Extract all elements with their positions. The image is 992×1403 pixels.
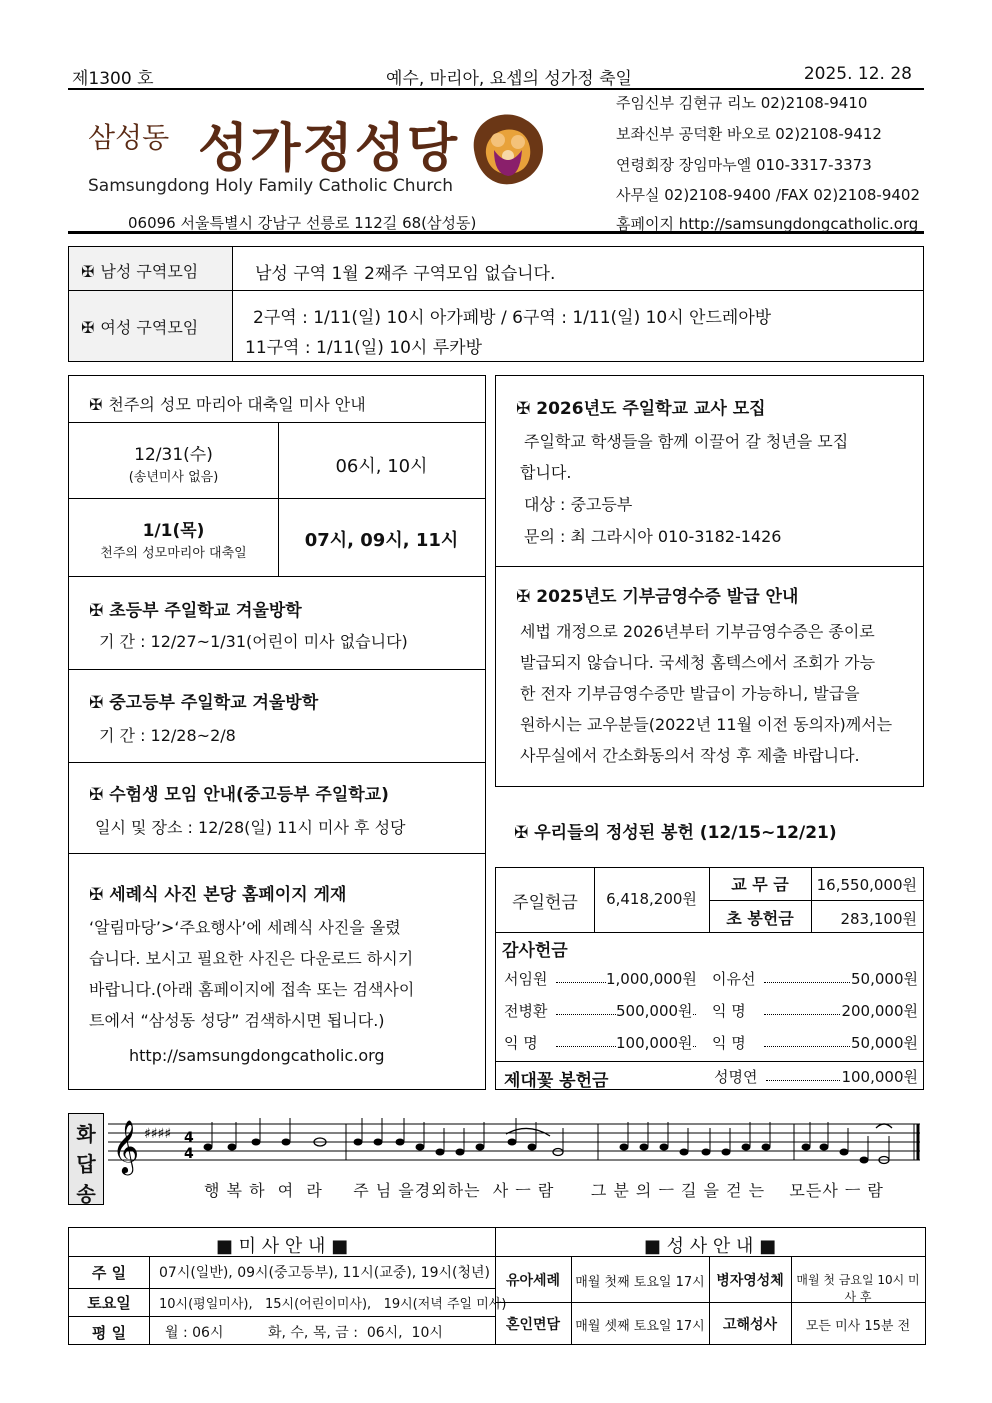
gyomu-value: 16,550,000원 [816,876,917,894]
receipt-title: ✠ 2025년도 기부금영수증 발급 안내 [516,587,799,607]
mid-vacation-title: ✠ 중고등부 주일학교 겨울방학 [89,693,319,713]
female-meeting-line1: 2구역 : 1/11(일) 10시 아가페방 / 6구역 : 1/11(일) 10시 안드레아방 [253,308,772,328]
teacher-line1: 주일학교 학생들을 함께 이끌어 갈 청년을 모집 [524,432,849,451]
contact-pastor: 주임신부 김현규 리노 02)2108-9410 [616,94,868,112]
mass-sunday-label: 주 일 [91,1264,127,1282]
receipt-line2: 발급되지 않습니다. 국세청 홈텍스에서 조회가 가능 [520,653,876,672]
hymn-label-box: 화 답 송 [68,1113,104,1205]
music-staff [108,1112,924,1176]
right-column [495,375,924,787]
mass-row1-note: (송년미사 없음) [128,470,219,485]
issue-date: 2025. 12. 28 [803,64,912,84]
logo-english: Samsungdong Holy Family Catholic Church [88,176,454,196]
chobong-label: 초 봉헌금 [726,909,794,928]
mass-info-title: ■ 미 사 안 내 ■ [215,1236,349,1257]
elem-vacation-title: ✠ 초등부 주일학교 겨울방학 [89,601,302,621]
contact-office: 사무실 02)2108-9400 /FAX 02)2108-9402 [616,186,921,204]
contact-funeral: 연령회장 장임마누엘 010-3317-3373 [616,156,872,174]
mass-row1-date: 12/31(수) [134,445,213,465]
receipt-line4: 원하시는 교우분들(2022년 11월 이전 동의자)께서는 [520,715,893,734]
baptism-photo-title: ✠ 세례식 사진 본당 홈페이지 게재 [89,885,347,905]
homepage-link[interactable]: http://samsungdongcatholic.org [129,1046,385,1065]
confession-label: 고해성사 [722,1317,778,1333]
mid-vacation-text: 기 간 : 12/28~2/8 [99,726,236,745]
confession-value: 모든 미사 15분 전 [805,1319,911,1334]
male-meeting-text: 남성 구역 1월 2째주 구역모임 없습니다. [255,264,556,284]
exam-title: ✠ 수험생 모임 안내(중고등부 주일학교) [89,785,389,805]
teacher-contact: 문의 : 최 그라시아 010-3182-1426 [524,527,782,546]
sick-communion-label: 병자영성체 [716,1273,784,1289]
mass-row2-date: 1/1(목) [142,521,205,541]
thanks-offering-label: 감사헌금 [502,941,568,961]
baptism-line3: 바랍니다.(아래 홈페이지에 접속 또는 검색사이 [89,980,415,999]
receipt-line5: 사무실에서 간소화동의서 작성 후 제출 바랍니다. [520,746,860,765]
baptism-line4: 트에서 “삼성동 성당” 검색하시면 됩니다.) [89,1011,385,1030]
baptism-line1: ‘알림마당’>‘주요행사’에 세례식 사진을 올렸 [89,918,401,937]
sacrament-info-title: ■ 성 사 안 내 ■ [643,1236,777,1257]
female-meeting-line2: 11구역 : 1/11(일) 10시 루카방 [245,338,483,358]
mass-guide-title: ✠ 천주의 성모 마리아 대축일 미사 안내 [89,395,366,414]
gyomu-label: 교 무 금 [731,875,789,894]
top-line [68,62,924,90]
bottom-info-box [68,1227,926,1345]
svg-text:♯♯♯♯: ♯♯♯♯ [144,1126,172,1142]
contact-homepage: 홈페이지 http://samsungdongcatholic.org [616,215,919,233]
teacher-title: ✠ 2026년도 주일학교 교사 모집 [516,399,766,419]
address: 06096 서울특별시 강남구 선릉로 112길 68(삼성동) [128,214,477,232]
hymn-lyrics: 행 복 하 여 라 주 님 을경외하는 사 ㅡ 람 그 분 의 ㅡ 길 을 걷 는 모든사 ㅡ 람 [204,1181,884,1200]
receipt-line1: 세법 개정으로 2026년부터 기부금영수증은 종이로 [520,622,875,641]
marriage-label: 혼인면담 [505,1317,561,1333]
chobong-value: 283,100원 [840,910,917,928]
sunday-offering-value: 6,418,200원 [606,890,697,908]
mass-sunday-times: 07시(일반), 09시(중고등부), 11시(교중), 19시(청년) [159,1265,490,1281]
sick-communion-value: 매월 첫 금요일 10시 미사 후 [796,1273,920,1304]
flower-offering-row: 성명연 100,000원 [714,1068,918,1086]
flower-offering-label: 제대꽃 봉헌금 [504,1071,609,1091]
svg-text:4: 4 [184,1146,194,1162]
mass-row1-time: 06시, 10시 [335,456,428,477]
logo-name: 성가정성당 [198,119,460,179]
marriage-value: 매월 셋째 토요일 17시 [575,1319,705,1334]
offering-title: ✠ 우리들의 정성된 봉헌 (12/15~12/21) [514,823,837,843]
thanks-row-1: 서임원 1,000,000원 이유선 50,000원 [504,970,918,988]
infant-baptism-value: 매월 첫째 토요일 17시 [575,1275,705,1290]
teacher-line2: 합니다. [520,463,572,482]
infant-baptism-label: 유아세례 [505,1273,561,1289]
feast-title: 예수, 마리아, 요셉의 성가정 축일 [386,69,632,89]
masthead [68,92,924,234]
svg-text:𝄞: 𝄞 [112,1119,140,1173]
mass-row2-time: 07시, 09시, 11시 [304,530,459,551]
female-meeting-label: ✠ 여성 구역모임 [81,318,199,337]
contact-assistant: 보좌신부 공덕환 바오로 02)2108-9412 [616,125,882,143]
left-column [68,375,486,1090]
sunday-offering-label: 주일헌금 [512,893,578,913]
mass-weekday-times: 월 : 06시 화, 수, 목, 금 : 06시, 10시 [165,1325,443,1341]
elem-vacation-text: 기 간 : 12/27~1/31(어린이 미사 없습니다) [99,632,408,651]
baptism-line2: 습니다. 보시고 필요한 사진은 다운로드 하시기 [89,949,414,968]
holy-family-logo-icon [464,110,552,188]
mass-weekday-label: 평 일 [91,1324,127,1342]
exam-text: 일시 및 장소 : 12/28(일) 11시 미사 후 성당 [95,818,406,837]
district-meeting-box [68,246,924,362]
thanks-row-3: 익 명 100,000원 익 명 50,000원 [504,1034,918,1052]
mass-saturday-label: 토요일 [87,1294,131,1312]
teacher-target: 대상 : 중고등부 [524,495,633,514]
logo-prefix: 삼성동 [88,121,170,154]
receipt-line3: 한 전자 기부금영수증만 발급이 가능하니, 발급을 [520,684,860,703]
mass-row2-note: 천주의 성모마리아 대축일 [100,546,247,561]
thanks-row-2: 전병환 500,000원 익 명 200,000원 [504,1002,918,1020]
issue-number: 제1300 호 [72,69,154,89]
mass-saturday-times: 10시(평일미사), 15시(어린이미사), 19시(저녁 주일 미사) [159,1297,507,1312]
male-meeting-label: ✠ 남성 구역모임 [81,262,199,281]
offering-table [495,867,924,1090]
svg-text:4: 4 [184,1130,194,1146]
